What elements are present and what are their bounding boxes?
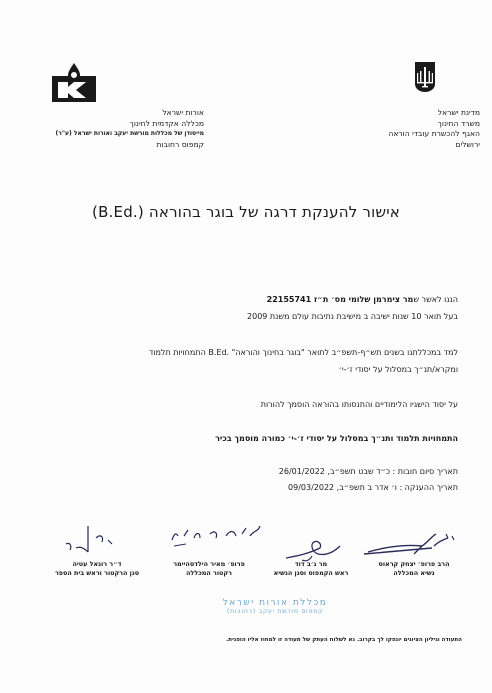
signatory-name: פרופ׳ מאיר הילדסהיימר — [173, 560, 245, 568]
signatory-name: מר ג׳ב דוד — [294, 560, 328, 568]
ministry-line-education: משרד החינוך — [437, 118, 480, 128]
signatory-name: הרב פרופ׳ יצחק קראוס — [378, 560, 450, 568]
body-line-qualification: על יסוד הישגיו הלימודיים והתנסותו בהוראה הוסמך להורות — [260, 400, 458, 409]
college-logo-icon — [52, 62, 96, 102]
ministry-line-state: מדינת ישראל — [437, 108, 480, 117]
ministry-info — [340, 108, 480, 150]
signature-vice-rector — [58, 524, 122, 556]
stamp-line-campus: קמפוס מורשת יעקב (רחובות) — [226, 608, 324, 615]
stamp-line-college: מכללת אורות ישראל — [222, 598, 328, 608]
recipient-prefix: הננו לאשר ש — [413, 295, 458, 304]
signatory-vice-rector — [38, 560, 156, 577]
signatory-role: ראש הקמפוס וסגן הנשיא — [273, 568, 349, 577]
signatory-role: נשיא המכללה — [393, 568, 435, 577]
state-emblem-icon — [414, 62, 436, 92]
signature-president — [362, 530, 458, 558]
college-subtitle: מכללה אקדמית לחינוך — [129, 118, 204, 128]
signatory-campus-head — [260, 560, 362, 577]
signature-rector — [166, 522, 266, 550]
signatory-role: סגן הרקטור וראש בית הספר — [54, 568, 140, 577]
college-name: אורות ישראל — [162, 108, 204, 117]
signature-campus-head — [282, 536, 344, 562]
completion-date: תאריך סיום חובות : כ״ד שבט תשפ״ב, 26/01/2022 — [278, 467, 458, 476]
college-stamp — [220, 598, 330, 615]
signatory-president — [364, 560, 464, 577]
certificate-title: אישור להענקת דרגה של בוגר בהוראה (.B.Ed) — [92, 203, 400, 221]
ministry-line-city: ירושלים — [455, 139, 480, 149]
body-line-studies: למד במכללתנו בשנים תש״ף-תשפ״ב לתואר "בוגר בחינוך והוראה" .B.Ed התמחויות תלמוד — [148, 348, 458, 357]
body-line-prior-degree: בעל תואר 10 שנות ישיבה ב מישיבת נתיבות עולם משנת 2009 — [247, 312, 458, 321]
ministry-line-division: האגף להכשרת עובדי הוראה — [388, 129, 480, 139]
signatory-role: רקטור המכללה — [186, 568, 232, 577]
body-line-track: ומקרא/תנ״ך במסלול על יסודי ז׳-י׳ — [338, 365, 458, 374]
grant-date: תאריך ההענקה : ו׳ אדר ב תשפ״ב, 09/03/2022 — [288, 483, 458, 492]
college-founders-line: מייסודן של מכללות מורשת יעקב ואורות ישראל (ע"ר) — [55, 130, 204, 138]
recipient-name: מר צימרמן שלומי מס׳ ת״ז 22155741 — [266, 295, 414, 304]
signatory-rector — [158, 560, 260, 577]
body-line-recipient — [40, 294, 458, 305]
signatory-name: ד״ר רונאל עטיה — [72, 560, 122, 568]
college-info — [14, 108, 204, 150]
certificate-footnote: התעודה וגיליון הציונים יונפקו לך בקרוב. נא לשלוח העתק של תעודה זו למחוז אליו הופנית. — [226, 637, 462, 643]
college-campus: קמפוס רחובות — [156, 139, 204, 149]
body-line-specialization: התמחויות תלמוד ותנ״ך במסלול על יסודי ז׳-י׳ כמורה מוסמך בכיר — [215, 434, 458, 443]
